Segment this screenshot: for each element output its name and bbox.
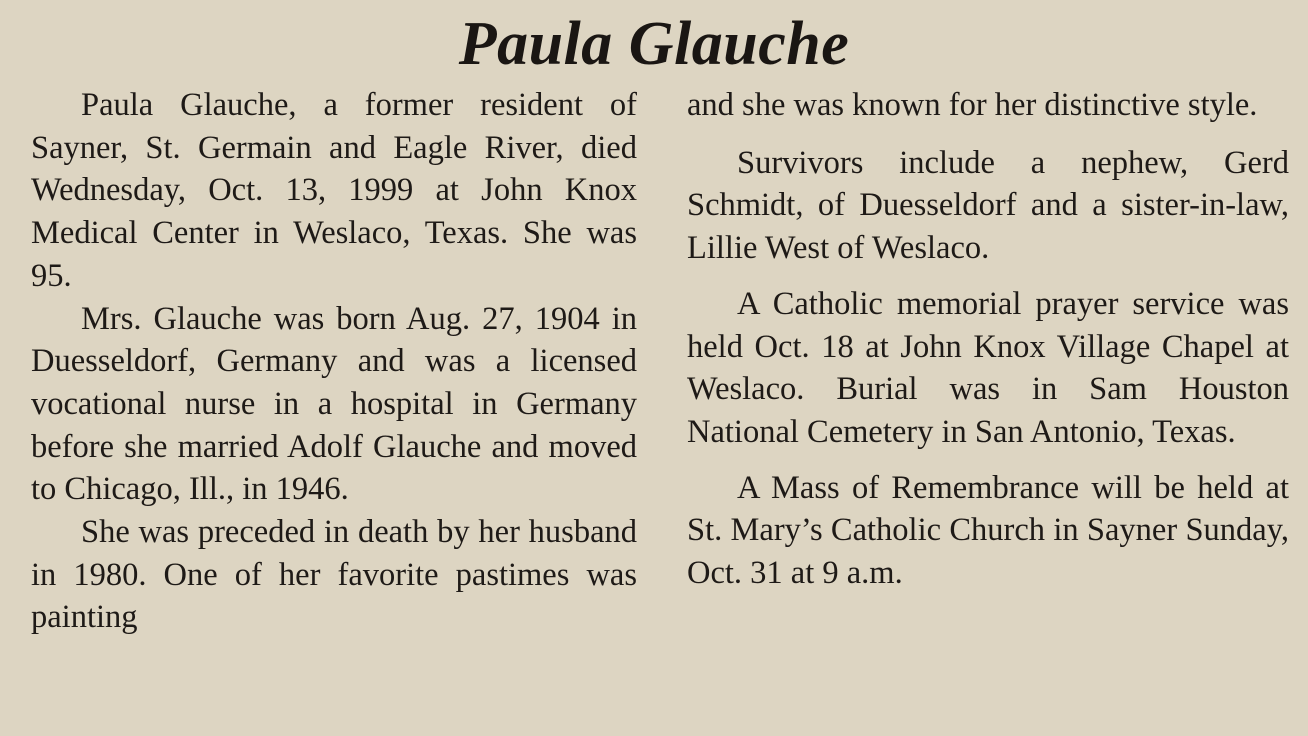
paragraph-biography: Mrs. Glauche was born Aug. 27, 1904 in Duesseldorf, Germany and was a licensed vocational nurse in a hospital in Germany before she married Adolf Glauche and moved to Chicago, Ill., in 1946. — [31, 300, 637, 508]
paragraph-preceded-in-death: She was preceded in death by her husband in 1980. One of her favorite pastimes was painting — [31, 514, 637, 636]
left-column — [31, 84, 637, 639]
paragraph-survivors: Survivors include a nephew, Gerd Schmidt, of Duesseldorf and a sister-in-law, Lillie West of Weslaco. — [687, 144, 1289, 267]
paragraph-continuation: and she was known for her distinctive style. — [687, 87, 1258, 123]
obituary-title: Paula Glauche — [458, 10, 850, 78]
paragraph-mass-of-remembrance: A Mass of Remembrance will be held at St. Mary’s Catholic Church in Sayner Sunday, Oct. 31 at 9 a.m. — [687, 469, 1289, 592]
paragraph-memorial-service: A Catholic memorial prayer service was held Oct. 18 at John Knox Village Chapel at Weslaco. Burial was in Sam Houston National Cemetery in San Antonio, Texas. — [687, 285, 1289, 450]
right-column — [687, 84, 1289, 608]
paragraph-death-notice: Paula Glauche, a former resident of Sayner, St. Germain and Eagle River, died Wednesday, Oct. 13, 1999 at John Knox Medical Center in Weslaco, Texas. She was 95. — [31, 87, 637, 294]
